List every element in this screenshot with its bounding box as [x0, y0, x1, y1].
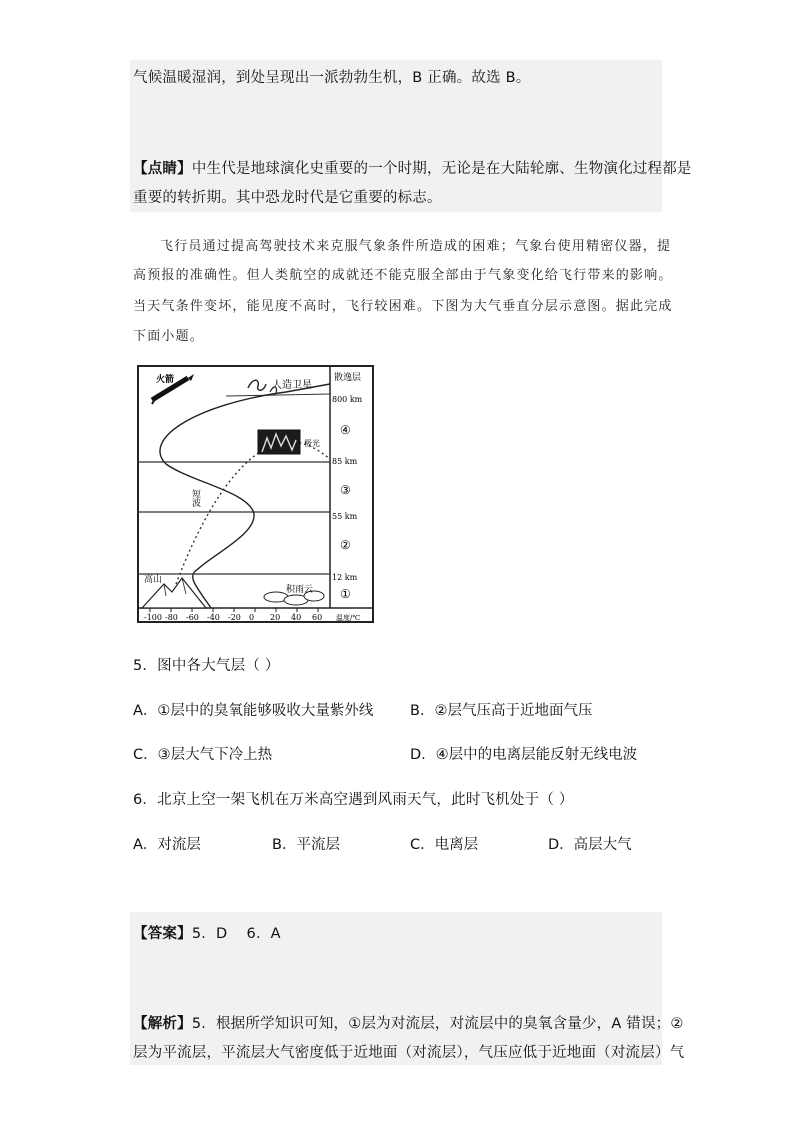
satellite-label: 人造卫星: [272, 380, 312, 391]
q6-option-b: B．平流层: [272, 837, 340, 853]
dianjing-line-2: 重要的转折期。其中恐龙时代是它重要的标志。: [133, 190, 442, 206]
scale-header: 散逸层: [334, 373, 362, 383]
dianjing-text: 中生代是地球演化史重要的一个时期，无论是在大陆轮廓、生物演化过程都是: [191, 161, 692, 177]
passage-line-3: 当天气条件变坏，能见度不高时，飞行较困难。下图为大气垂直分层示意图。据此完成: [133, 299, 673, 314]
shortwave-label-text: 短波: [182, 489, 200, 499]
height-12km: 12 km: [332, 573, 358, 582]
temperature-tick-label: -100: [144, 613, 162, 622]
q6-option-a: A．对流层: [133, 837, 201, 853]
q6-option-c: C．电离层: [410, 837, 479, 853]
analysis-line-1: [133, 1012, 684, 1033]
dianjing-line-1: [133, 157, 692, 178]
passage-line-1: 飞行员通过提高驾驶技术来克服气象条件所造成的困难；气象台使用精密仪器，提: [160, 239, 672, 254]
temperature-tick-label: -20: [228, 613, 241, 622]
analysis-text-1: 5．根据所学知识可知，①层为对流层，对流层中的臭氧含量少，A 错误；②: [191, 1016, 684, 1032]
mountain-label: 高山: [144, 575, 163, 585]
layer-number-3: ③: [340, 483, 351, 497]
aurora-label: 极光: [304, 439, 320, 448]
temperature-tick-label: 60: [312, 613, 323, 622]
analysis-tag: 【解析】: [133, 1016, 192, 1032]
temperature-unit: 温度/℃: [336, 614, 361, 622]
temperature-tick-label: -40: [207, 613, 220, 622]
q5-option-b: B．②层气压高于近地面气压: [410, 703, 593, 719]
height-800km: 800 km: [332, 395, 363, 404]
q5-option-d: D．④层中的电离层能反射无线电波: [410, 747, 638, 763]
answer-text: 5．D 6．A: [191, 926, 281, 942]
temperature-tick-label: 0: [249, 613, 255, 622]
dianjing-tag: 【点睛】: [133, 161, 192, 177]
answer-tag: 【答案】: [133, 926, 192, 942]
question-6-stem: 6．北京上空一架飞机在万米高空遇到风雨天气，此时飞机处于（ ）: [133, 792, 574, 808]
explanation-line: 气候温暖湿润，到处呈现出一派勃勃生机，B 正确。故选 B。: [133, 70, 531, 86]
temperature-tick-label: 20: [270, 613, 281, 622]
layer-number-1: ①: [340, 587, 351, 601]
height-55km: 55 km: [332, 512, 358, 521]
temperature-tick-label: -80: [165, 613, 178, 622]
layer-number-2: ②: [340, 538, 351, 552]
question-5-stem: 5．图中各大气层（ ）: [133, 658, 280, 674]
q5-option-c: C．③层大气下冷上热: [133, 747, 273, 763]
rocket-label: 火箭: [156, 375, 175, 385]
analysis-line-2: 层为平流层，平流层大气密度低于近地面（对流层），气压应低于近地面（对流层）气: [133, 1045, 685, 1061]
temperature-tick-label: -60: [186, 613, 199, 622]
temperature-tick-label: 40: [291, 613, 302, 622]
answer-line: [133, 922, 281, 943]
q6-option-d: D．高层大气: [548, 837, 632, 853]
passage-line-2: 高预报的准确性。但人类航空的成就还不能克服全部由于气象变化给飞行带来的影响。: [133, 268, 673, 283]
q5-option-a: A．①层中的臭氧能够吸收大量紫外线: [133, 703, 374, 719]
cloud-label: 积雨云: [286, 585, 314, 595]
layer-number-4: ④: [340, 423, 351, 437]
atmosphere-layer-diagram: [136, 364, 376, 626]
passage-line-4: 下面小题。: [133, 329, 205, 344]
height-85km: 85 km: [332, 457, 358, 466]
